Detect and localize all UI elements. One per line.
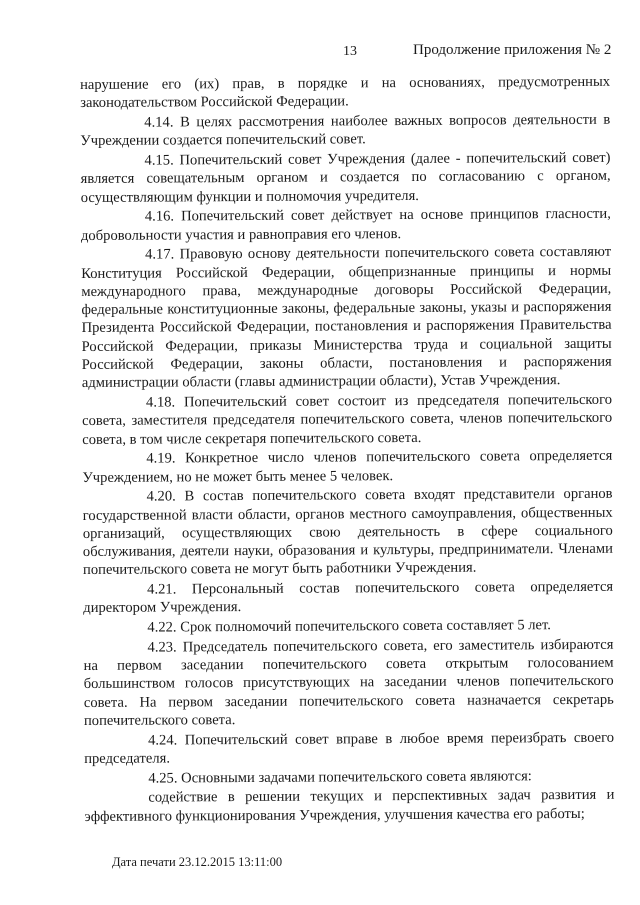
paragraph: 4.19. Конкретное число членов попечительского совета определяется Учреждением, но не может быть менее 5 человек. [82,448,613,486]
paragraph: 4.24. Попечительский совет вправе в любое время переизбрать своего председателя. [84,729,615,767]
paragraph: 4.17. Правовую основу деятельности попечительского совета составляют Конституция Российской Федерации, общепризнанные принципы и нормы международного права, международные договоры Российской Федерации, федеральные конституционные законы, федеральные законы, указы и распоряжения Президента Российской Федерации, постановления и распоряжения Правительства Российской Федерации, приказы Министерства труда и социальной защиты Российской Федерации, законы области, постановления и распоряжения администрации области (главы администрации области), Устав Учреждения. [81,243,612,392]
paragraph: 4.14. В целях рассмотрения наиболее важных вопросов деятельности в Учреждении создается попечительский совет. [80,111,611,150]
paragraph: нарушение его (их) прав, в порядке и на основаниях, предусмотренных законодательством Российской Федерации. [80,73,611,112]
paragraph: 4.18. Попечительский совет состоит из председателя попечительского совета, заместителя председателя попечительского совета, членов попечительского совета, в том числе секретаря попечительского совета. [82,391,613,448]
paragraph: 4.22. Срок полномочий попечительского совета составляет 5 лет. [147,617,551,636]
page-number: 13 [343,44,357,59]
print-date: Дата печати 23.12.2015 13:11:00 [112,855,283,869]
appendix-title: Продолжение приложения № 2 [413,42,612,58]
paragraph: 4.15. Попечительский совет Учреждения (далее - попечительский совет) является совещательным органом и создается по согласованию с органом, осуществляющим функции и полномочия учредителя. [80,149,611,206]
paragraph: 4.21. Персональный состав попечительского совета определяется директором Учреждения. [83,578,614,617]
paragraph: содействие в решении текущих и перспективных задач развития и эффективного функционирования Учреждения, улучшения качества его работы; [84,787,615,825]
document-body [80,73,615,828]
paragraph: 4.20. В состав попечительского совета входят представители органов государственной власти области, органов местного самоуправления, общественных организаций, осуществляющих свою деятельность в сфере социального обслуживания, деятели науки, образования и культуры, предприниматели. Членами попечительского совета не могут быть работники Учреждения. [82,486,613,579]
paragraph: 4.23. Председатель попечительского совета, его заместитель избираются на первом заседании попечительского совета открытым голосованием большинством голосов присутствующих на заседании членов попечительского совета. На первом заседании попечительского совета назначается секретарь попечительского совета. [83,636,614,729]
paragraph: 4.16. Попечительский совет действует на основе принципов гласности, добровольности участия и равноправия его членов. [80,206,611,244]
paragraph: 4.25. Основными задачами попечительского совета являются: [148,767,532,787]
